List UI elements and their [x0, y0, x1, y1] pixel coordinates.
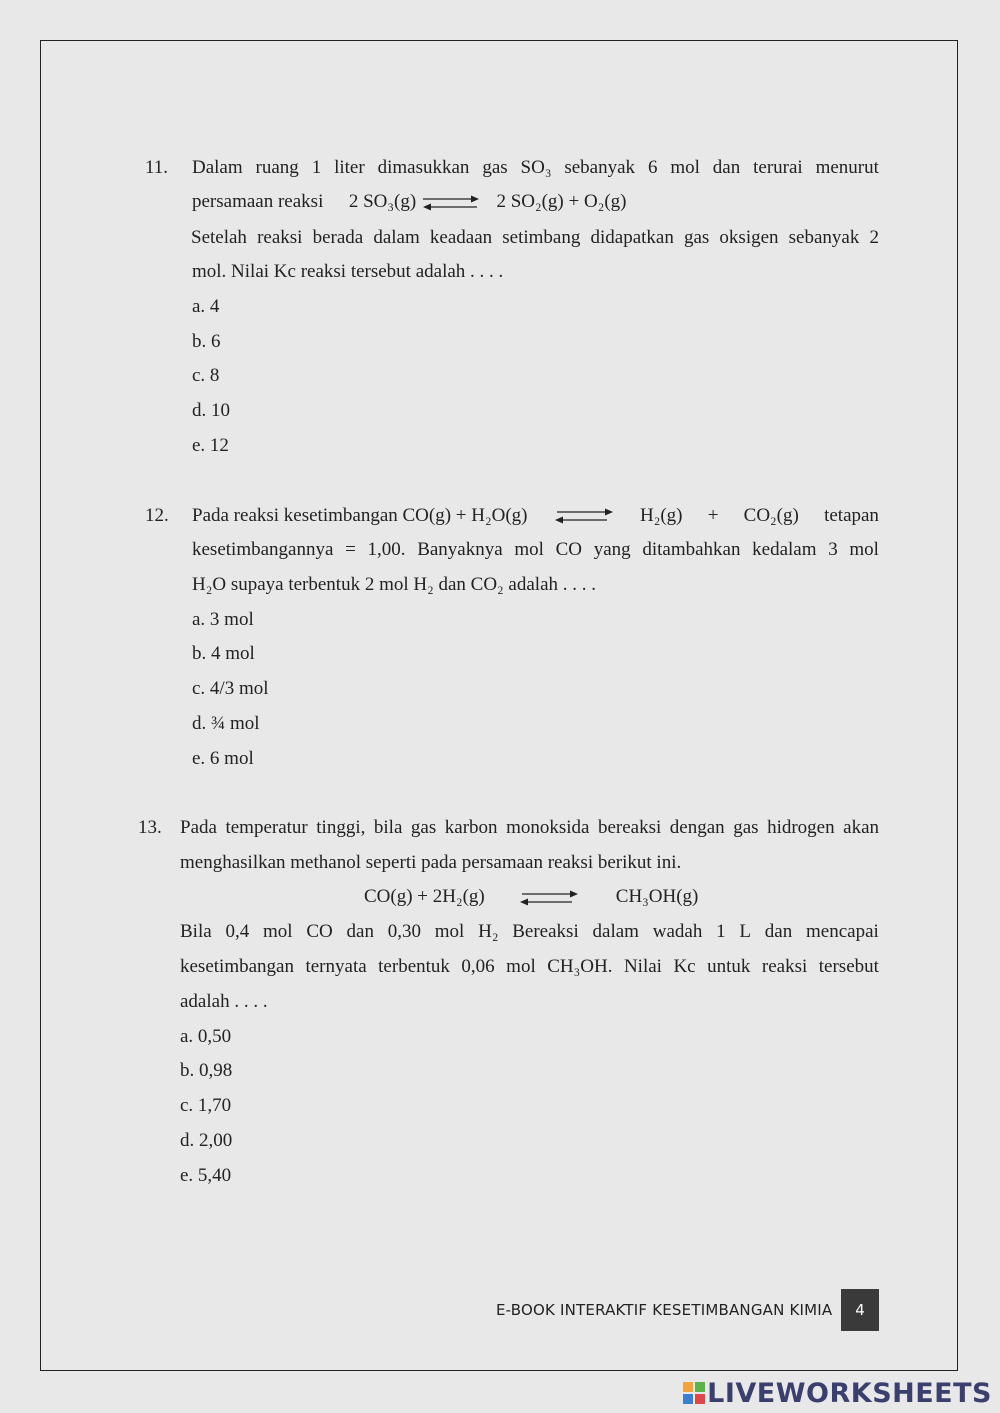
text-word: mol: [670, 157, 700, 178]
text-word: mol: [514, 539, 544, 560]
text-word: ruang: [255, 157, 299, 178]
question-text-line: Pada temperatur tinggi, bila gas karbon monoksida bereaksi dengan gas hidrogen akan: [180, 817, 879, 838]
text-word: wadah: [652, 921, 703, 942]
text-word: 1: [311, 157, 322, 178]
text-word: setimbang: [502, 227, 581, 248]
text-word: liter: [334, 157, 365, 178]
text-word: tersebut: [818, 956, 879, 977]
liveworksheets-watermark[interactable]: [683, 1378, 992, 1409]
question-text-line: [191, 227, 879, 249]
footer-title: E-BOOK INTERAKTIF KESETIMBANGAN KIMIA: [496, 1301, 833, 1319]
text-word: Dalam: [192, 157, 243, 178]
text-word: kedalam: [752, 539, 817, 560]
page-number-badge: 4: [841, 1289, 879, 1331]
worksheet-page: [40, 40, 958, 1371]
option-c[interactable]: c. 8: [192, 365, 220, 386]
option-b[interactable]: b. 6: [192, 331, 221, 352]
reaction-product: H₂(g): [639, 505, 683, 526]
text-word: mol: [262, 921, 293, 942]
text-word: 6: [647, 157, 658, 178]
text-word: terbentuk: [378, 956, 450, 977]
text-word: mol: [434, 921, 465, 942]
text-word: dan: [712, 157, 741, 178]
text-word: menurut: [815, 157, 879, 178]
equilibrium-arrow-icon: [421, 195, 481, 211]
text-word: 0,4: [225, 921, 250, 942]
reaction-product: CO₂(g): [743, 505, 799, 526]
text-word: ternyata: [305, 956, 367, 977]
question-number: 11.: [145, 157, 169, 178]
text-word: mol: [506, 956, 536, 977]
option-a[interactable]: a. 4: [192, 296, 220, 317]
text-word: Kc: [673, 956, 696, 977]
plus-sign: +: [707, 505, 719, 526]
text-word: berada: [312, 227, 364, 248]
equation-line: [192, 191, 626, 213]
equilibrium-arrow-icon: [518, 890, 580, 906]
text-word: keadaan: [429, 227, 493, 248]
question-text-line: mol. Nilai Kc reaksi tersebut adalah . . . .: [192, 261, 504, 282]
text-word: Bila: [180, 921, 212, 942]
equation-left: CO(g) + 2H₂(g): [364, 886, 485, 907]
text-word: reaksi: [257, 227, 303, 248]
text-word: Banyaknya: [417, 539, 503, 560]
question-text-line: [192, 505, 879, 527]
text-word: ditambahkan: [642, 539, 741, 560]
text-word: 2: [869, 227, 879, 248]
question-text-line: H₂O supaya terbentuk 2 mol H₂ dan CO₂ adalah . . . .: [192, 574, 597, 595]
text-word: untuk: [707, 956, 751, 977]
text-word: 0,06: [461, 956, 495, 977]
text-word: CO: [306, 921, 333, 942]
text-word: gas: [482, 157, 508, 178]
option-e[interactable]: e. 6 mol: [192, 748, 254, 769]
equation-right: CH₃OH(g): [615, 886, 699, 907]
text-word: kesetimbangannya: [192, 539, 334, 560]
option-c[interactable]: c. 4/3 mol: [192, 678, 269, 699]
reaction-reactants: Pada reaksi kesetimbangan CO(g) + H₂O(g): [192, 505, 528, 526]
option-d[interactable]: d. ¾ mol: [192, 713, 260, 734]
text-word: didapatkan: [590, 227, 674, 248]
text-word: oksigen: [719, 227, 779, 248]
text-word: CH₃OH.: [547, 956, 613, 977]
text-word: dan: [764, 921, 793, 942]
option-b[interactable]: b. 0,98: [180, 1060, 233, 1081]
text-word: terurai: [753, 157, 803, 178]
question-number: 13.: [138, 817, 162, 838]
question-text-line: [180, 921, 879, 943]
option-e[interactable]: e. 12: [192, 435, 229, 456]
option-d[interactable]: d. 2,00: [180, 1130, 233, 1151]
text-word: dalam: [592, 921, 639, 942]
option-e[interactable]: e. 5,40: [180, 1165, 232, 1186]
text-word: Nilai: [623, 956, 662, 977]
question-text-line: [192, 157, 879, 179]
liveworksheets-logo-icon: [683, 1382, 705, 1404]
text-word: =: [345, 539, 356, 560]
text-word: 1: [716, 921, 726, 942]
text-word: 3: [828, 539, 838, 560]
question-text-line: menghasilkan methanol seperti pada persamaan reaksi berikut ini.: [180, 852, 682, 873]
equation-left: 2 SO₃(g): [348, 191, 417, 212]
text-word: CO: [555, 539, 583, 560]
equation-prefix: persamaan reaksi: [192, 191, 324, 212]
option-b[interactable]: b. 4 mol: [192, 643, 255, 664]
equation-right: 2 SO₂(g) + O₂(g): [496, 191, 627, 212]
text-word: H₂: [478, 921, 499, 942]
text-word: Setelah: [191, 227, 247, 248]
text-word: SO₃: [520, 157, 552, 178]
text-word: dan: [346, 921, 374, 942]
question-text-line: adalah . . . .: [180, 991, 268, 1012]
text-word: dalam: [373, 227, 420, 248]
text-word: 0,30: [387, 921, 421, 942]
question-text-line: [180, 956, 879, 978]
text-word: Bereaksi: [512, 921, 579, 942]
question-text-line: [192, 539, 879, 561]
question-word: tetapan: [824, 505, 879, 526]
equilibrium-arrow-icon: [553, 508, 615, 524]
text-word: reaksi: [761, 956, 808, 977]
text-word: mol: [849, 539, 879, 560]
watermark-brand: LIVEWORKSHEETS: [707, 1378, 992, 1409]
equation-line: [364, 886, 698, 908]
text-word: yang: [593, 539, 631, 560]
question-number: 12.: [145, 505, 169, 526]
text-word: L: [739, 921, 751, 942]
text-word: gas: [683, 227, 710, 248]
text-word: kesetimbangan: [180, 956, 294, 977]
option-d[interactable]: d. 10: [192, 400, 230, 421]
text-word: mencapai: [806, 921, 879, 942]
text-word: sebanyak: [564, 157, 636, 178]
option-a[interactable]: a. 3 mol: [192, 609, 254, 630]
text-word: sebanyak: [788, 227, 860, 248]
text-word: dimasukkan: [377, 157, 470, 178]
option-c[interactable]: c. 1,70: [180, 1095, 232, 1116]
text-word: 1,00.: [367, 539, 406, 560]
option-a[interactable]: a. 0,50: [180, 1026, 232, 1047]
